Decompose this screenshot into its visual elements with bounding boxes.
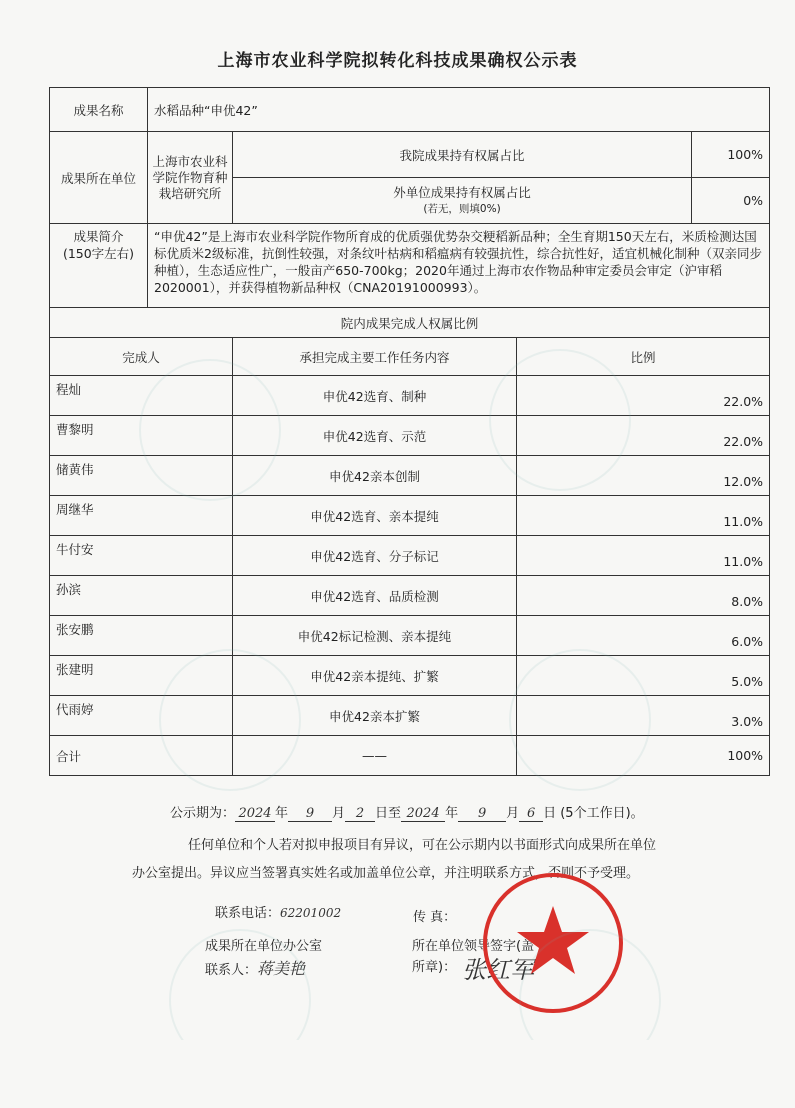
seal-star-icon — [517, 906, 589, 974]
col-person-header: 完成人 — [50, 338, 233, 376]
table-row — [50, 496, 770, 536]
contributor-name: 张建明 — [50, 656, 233, 696]
start-year: 2024 — [235, 806, 275, 822]
table-row — [50, 576, 770, 616]
month-unit: 月 — [332, 806, 346, 821]
leader-signature: 张红军 — [462, 956, 534, 984]
start-day: 2 — [345, 806, 375, 822]
period-prefix: 公示期为： — [170, 806, 236, 821]
contributor-task: 申优42标记检测、亲本提纯 — [233, 616, 517, 656]
contributor-ratio: 5.0% — [517, 656, 770, 696]
contributor-ratio: 12.0% — [517, 456, 770, 496]
name-value: 水稻品种“申优42” — [148, 88, 770, 132]
ext-share-value: 0% — [692, 178, 770, 224]
end-year: 2024 — [401, 806, 445, 822]
contributor-ratio: 22.0% — [517, 376, 770, 416]
summary-label-note: (150字左右) — [62, 246, 135, 261]
table-row — [50, 456, 770, 496]
notice-line-1: 任何单位和个人若对拟申报项目有异议，可在公示期内以书面形式向成果所在单位 — [188, 838, 657, 853]
contributor-task: 申优42亲本扩繁 — [233, 696, 517, 736]
contributor-name: 牛付安 — [50, 536, 233, 576]
contributor-name: 孙滨 — [50, 576, 233, 616]
contributor-name: 储黄伟 — [50, 456, 233, 496]
own-share-value: 100% — [692, 132, 770, 178]
official-seal — [478, 868, 628, 1018]
confirmation-table — [49, 87, 770, 776]
col-ratio-header: 比例 — [517, 338, 770, 376]
total-label: 合计 — [50, 736, 233, 776]
contributor-ratio: 3.0% — [517, 696, 770, 736]
leader-label-2: 所章)： — [412, 960, 457, 975]
leader-label: 所在单位领导签字(盖 — [412, 939, 535, 954]
phone-value: 62201002 — [280, 906, 342, 920]
contributor-task: 申优42选育、品质检测 — [233, 576, 517, 616]
contributor-task: 申优42选育、亲本提纯 — [233, 496, 517, 536]
ext-share-note: (若无，则填0%) — [423, 202, 501, 215]
fax-label: 传 真： — [413, 910, 457, 925]
contributor-task: 申优42选育、制种 — [233, 376, 517, 416]
table-row — [50, 416, 770, 456]
col-task-header: 承担完成主要工作任务内容 — [233, 338, 517, 376]
total-task: —— — [233, 736, 517, 776]
contributor-ratio: 6.0% — [517, 616, 770, 656]
contributor-task: 申优42选育、分子标记 — [233, 536, 517, 576]
contributor-task: 申优42选育、示范 — [233, 416, 517, 456]
notice-line-2: 办公室提出。异议应当签署真实姓名或加盖单位公章，并注明联系方式，否则不予受理。 — [132, 866, 640, 881]
office-label: 成果所在单位办公室 — [205, 939, 323, 954]
contributor-task: 申优42亲本提纯、扩繁 — [233, 656, 517, 696]
contributor-name: 代雨婷 — [50, 696, 233, 736]
phone-label: 联系电话： — [215, 906, 281, 921]
contributor-task: 申优42亲本创制 — [233, 456, 517, 496]
unit-value: 上海市农业科学院作物育种栽培研究所 — [148, 132, 233, 224]
contributor-ratio: 11.0% — [517, 536, 770, 576]
to-text: 日至 — [375, 806, 402, 821]
period-suffix: 日 (5个工作日)。 — [543, 806, 644, 821]
table-row — [50, 696, 770, 736]
total-ratio: 100% — [517, 736, 770, 776]
ratio-section-title: 院内成果完成人权属比例 — [50, 308, 770, 338]
contributor-name: 程灿 — [50, 376, 233, 416]
year-unit: 年 — [275, 806, 289, 821]
contributor-ratio: 22.0% — [517, 416, 770, 456]
contact-signature: 蒋美艳 — [257, 959, 306, 978]
contributor-name: 张安鹏 — [50, 616, 233, 656]
year-unit: 年 — [445, 806, 459, 821]
end-month: 9 — [458, 806, 506, 822]
contact-label: 联系人： — [205, 963, 258, 978]
page-title: 上海市农业科学院拟转化科技成果确权公示表 — [217, 51, 578, 71]
own-share-label: 我院成果持有权属占比 — [233, 132, 692, 178]
name-label: 成果名称 — [50, 88, 148, 132]
summary-label: 成果简介 — [73, 229, 124, 244]
table-row — [50, 376, 770, 416]
contributor-name: 曹黎明 — [50, 416, 233, 456]
table-row — [50, 656, 770, 696]
start-month: 9 — [288, 806, 332, 822]
table-row — [50, 536, 770, 576]
table-row — [50, 616, 770, 656]
contributor-ratio: 11.0% — [517, 496, 770, 536]
ext-share-label: 外单位成果持有权属占比 — [393, 184, 531, 200]
contributor-name: 周继华 — [50, 496, 233, 536]
unit-label: 成果所在单位 — [50, 132, 148, 224]
end-day: 6 — [519, 806, 543, 822]
summary-text: “申优42”是上海市农业科学院作物所育成的优质强优势杂交粳稻新品种；全生育期150天左右，米质检测达国标优质米2级标准，抗倒性较强，对条纹叶枯病和稻瘟病有较强抗性，综合抗性好，适宜机械化制种（双亲同步种植），生态适应性广，一般亩产650-700kg；2020年通过上海市农作物品种审定委员会审定（沪审稻2020001），并获得植物新品种权（CNA20191000993）。 — [148, 224, 770, 308]
month-unit: 月 — [506, 806, 520, 821]
contributor-ratio: 8.0% — [517, 576, 770, 616]
